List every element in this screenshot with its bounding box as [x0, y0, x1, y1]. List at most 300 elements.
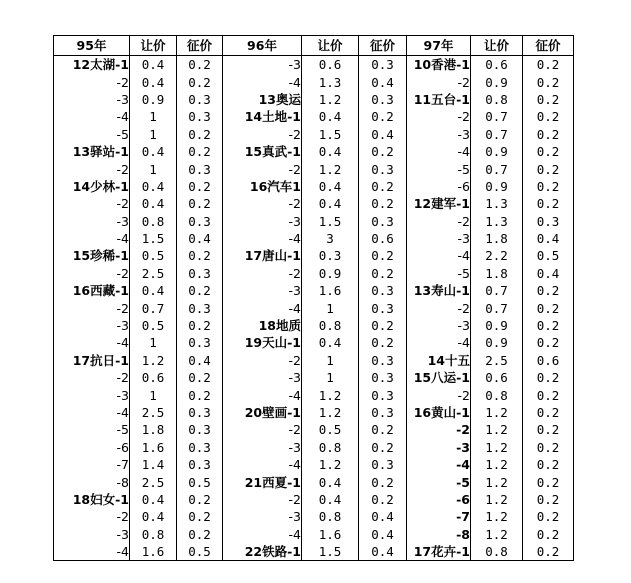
- stamp-issue-cell: -4: [223, 299, 302, 316]
- transfer-price-cell: 0.6: [471, 369, 523, 386]
- collect-price-cell: 0.3: [359, 299, 407, 316]
- transfer-price-cell: 1.6: [302, 282, 359, 299]
- table-row: [54, 73, 574, 90]
- transfer-price-cell: 1.6: [302, 526, 359, 543]
- stamp-issue-cell: 13奥运: [223, 91, 302, 108]
- stamp-issue-cell: -2: [54, 73, 130, 90]
- collect-price-cell: 0.2: [359, 421, 407, 438]
- collect-price-cell: 0.2: [523, 178, 574, 195]
- transfer-price-cell: 0.9: [471, 73, 523, 90]
- collect-price-cell: 0.3: [359, 282, 407, 299]
- table-row: [54, 230, 574, 247]
- table-row: [54, 369, 574, 386]
- collect-price-cell: 0.2: [359, 317, 407, 334]
- stamp-issue-cell: 13寿山-1: [407, 282, 471, 299]
- collect-price-cell: 0.2: [177, 126, 223, 143]
- transfer-price-cell: 0.7: [471, 108, 523, 125]
- stamp-issue-cell: -4: [54, 230, 130, 247]
- stamp-issue-cell: -2: [407, 299, 471, 316]
- transfer-price-cell: 0.7: [471, 299, 523, 316]
- table-row: [54, 108, 574, 125]
- collect-price-cell: 0.2: [523, 91, 574, 108]
- stamp-issue-cell: -8: [407, 526, 471, 543]
- transfer-price-cell: 0.4: [302, 195, 359, 212]
- collect-price-cell: 0.2: [523, 543, 574, 561]
- table-row: [54, 317, 574, 334]
- table-body: [54, 56, 574, 561]
- stamp-issue-cell: -2: [223, 160, 302, 177]
- stamp-issue-cell: 16西藏-1: [54, 282, 130, 299]
- stamp-issue-cell: -2: [54, 299, 130, 316]
- transfer-price-cell: 1.5: [302, 126, 359, 143]
- column-header: 征价: [359, 36, 407, 56]
- stamp-issue-cell: -4: [54, 108, 130, 125]
- stamp-issue-cell: 21西夏-1: [223, 473, 302, 490]
- stamp-issue-cell: 15珍稀-1: [54, 247, 130, 264]
- stamp-issue-cell: 18妇女-1: [54, 491, 130, 508]
- stamp-issue-cell: 15八运-1: [407, 369, 471, 386]
- table-row: [54, 491, 574, 508]
- transfer-price-cell: 0.9: [130, 91, 177, 108]
- transfer-price-cell: 1.2: [302, 160, 359, 177]
- collect-price-cell: 0.2: [177, 491, 223, 508]
- collect-price-cell: 0.6: [523, 352, 574, 369]
- stamp-price-table: [53, 35, 574, 561]
- stamp-issue-cell: 14土地-1: [223, 108, 302, 125]
- collect-price-cell: 0.2: [359, 247, 407, 264]
- stamp-issue-cell: 17抗日-1: [54, 352, 130, 369]
- collect-price-cell: 0.2: [523, 456, 574, 473]
- transfer-price-cell: 1.2: [302, 456, 359, 473]
- stamp-issue-cell: -3: [407, 126, 471, 143]
- column-header: 征价: [523, 36, 574, 56]
- column-header: 让价: [302, 36, 359, 56]
- table-row: [54, 56, 574, 74]
- stamp-issue-cell: -3: [407, 317, 471, 334]
- column-header: 97年: [407, 36, 471, 56]
- transfer-price-cell: 1: [130, 108, 177, 125]
- stamp-issue-cell: -4: [407, 143, 471, 160]
- stamp-issue-cell: 20壁画-1: [223, 404, 302, 421]
- collect-price-cell: 0.2: [523, 317, 574, 334]
- transfer-price-cell: 0.9: [471, 143, 523, 160]
- table-row: [54, 213, 574, 230]
- stamp-issue-cell: -5: [407, 265, 471, 282]
- collect-price-cell: 0.4: [177, 230, 223, 247]
- transfer-price-cell: 1: [302, 369, 359, 386]
- collect-price-cell: 0.4: [523, 230, 574, 247]
- stamp-issue-cell: -3: [407, 439, 471, 456]
- table-row: [54, 247, 574, 264]
- table-row: [54, 195, 574, 212]
- stamp-issue-cell: -8: [54, 473, 130, 490]
- stamp-issue-cell: -2: [407, 108, 471, 125]
- collect-price-cell: 0.4: [359, 543, 407, 561]
- transfer-price-cell: 0.4: [130, 143, 177, 160]
- column-header: 让价: [130, 36, 177, 56]
- collect-price-cell: 0.3: [523, 213, 574, 230]
- collect-price-cell: 0.3: [177, 265, 223, 282]
- transfer-price-cell: 0.3: [302, 247, 359, 264]
- collect-price-cell: 0.3: [359, 91, 407, 108]
- stamp-issue-cell: -2: [407, 421, 471, 438]
- table-row: [54, 334, 574, 351]
- stamp-issue-cell: -4: [54, 404, 130, 421]
- transfer-price-cell: 1: [130, 160, 177, 177]
- transfer-price-cell: 0.4: [130, 491, 177, 508]
- collect-price-cell: 0.2: [359, 473, 407, 490]
- collect-price-cell: 0.3: [359, 386, 407, 403]
- stamp-issue-cell: -3: [54, 386, 130, 403]
- transfer-price-cell: 1.2: [302, 91, 359, 108]
- collect-price-cell: 0.4: [359, 126, 407, 143]
- transfer-price-cell: 0.8: [302, 317, 359, 334]
- collect-price-cell: 0.3: [359, 369, 407, 386]
- table-row: [54, 439, 574, 456]
- table-row: [54, 526, 574, 543]
- collect-price-cell: 0.5: [523, 247, 574, 264]
- transfer-price-cell: 0.8: [471, 543, 523, 561]
- stamp-issue-cell: 12太湖-1: [54, 56, 130, 74]
- stamp-issue-cell: 18地质: [223, 317, 302, 334]
- collect-price-cell: 0.4: [523, 265, 574, 282]
- stamp-issue-cell: 15真武-1: [223, 143, 302, 160]
- transfer-price-cell: 2.5: [130, 473, 177, 490]
- collect-price-cell: 0.2: [177, 73, 223, 90]
- transfer-price-cell: 1.3: [471, 213, 523, 230]
- stamp-issue-cell: -4: [223, 526, 302, 543]
- stamp-issue-cell: -2: [223, 421, 302, 438]
- header-row: [54, 36, 574, 56]
- transfer-price-cell: 1: [302, 299, 359, 316]
- stamp-issue-cell: 13驿站-1: [54, 143, 130, 160]
- transfer-price-cell: 1: [130, 334, 177, 351]
- collect-price-cell: 0.2: [359, 334, 407, 351]
- table-row: [54, 265, 574, 282]
- transfer-price-cell: 1.5: [302, 543, 359, 561]
- collect-price-cell: 0.3: [177, 439, 223, 456]
- transfer-price-cell: 1.2: [471, 439, 523, 456]
- table-row: [54, 508, 574, 525]
- collect-price-cell: 0.4: [177, 352, 223, 369]
- table-row: [54, 456, 574, 473]
- stamp-issue-cell: -3: [223, 56, 302, 74]
- transfer-price-cell: 0.6: [130, 369, 177, 386]
- transfer-price-cell: 1.8: [471, 265, 523, 282]
- transfer-price-cell: 0.5: [130, 317, 177, 334]
- transfer-price-cell: 0.8: [130, 526, 177, 543]
- collect-price-cell: 0.3: [177, 334, 223, 351]
- transfer-price-cell: 1.4: [130, 456, 177, 473]
- stamp-issue-cell: -3: [223, 369, 302, 386]
- transfer-price-cell: 1.2: [471, 473, 523, 490]
- stamp-issue-cell: -2: [54, 195, 130, 212]
- table-row: [54, 91, 574, 108]
- collect-price-cell: 0.2: [177, 56, 223, 74]
- transfer-price-cell: 1.2: [302, 404, 359, 421]
- collect-price-cell: 0.2: [523, 421, 574, 438]
- table-row: [54, 404, 574, 421]
- collect-price-cell: 0.2: [177, 508, 223, 525]
- collect-price-cell: 0.3: [177, 421, 223, 438]
- stamp-issue-cell: 17唐山-1: [223, 247, 302, 264]
- stamp-issue-cell: -2: [407, 386, 471, 403]
- transfer-price-cell: 0.4: [130, 282, 177, 299]
- transfer-price-cell: 3: [302, 230, 359, 247]
- transfer-price-cell: 2.2: [471, 247, 523, 264]
- transfer-price-cell: 0.7: [471, 160, 523, 177]
- table-row: [54, 352, 574, 369]
- transfer-price-cell: 0.9: [302, 265, 359, 282]
- collect-price-cell: 0.3: [359, 404, 407, 421]
- collect-price-cell: 0.2: [523, 299, 574, 316]
- stamp-issue-cell: -4: [223, 386, 302, 403]
- table-row: [54, 421, 574, 438]
- column-header: 让价: [471, 36, 523, 56]
- stamp-issue-cell: 19天山-1: [223, 334, 302, 351]
- stamp-issue-cell: -3: [54, 91, 130, 108]
- transfer-price-cell: 0.8: [471, 91, 523, 108]
- stamp-issue-cell: -2: [223, 352, 302, 369]
- collect-price-cell: 0.4: [359, 73, 407, 90]
- transfer-price-cell: 1.2: [130, 352, 177, 369]
- transfer-price-cell: 1.2: [471, 508, 523, 525]
- transfer-price-cell: 0.4: [302, 178, 359, 195]
- stamp-issue-cell: -2: [54, 160, 130, 177]
- collect-price-cell: 0.2: [523, 143, 574, 160]
- collect-price-cell: 0.3: [177, 299, 223, 316]
- collect-price-cell: 0.2: [359, 265, 407, 282]
- collect-price-cell: 0.6: [359, 230, 407, 247]
- transfer-price-cell: 0.4: [302, 334, 359, 351]
- collect-price-cell: 0.3: [177, 213, 223, 230]
- stamp-issue-cell: -5: [407, 473, 471, 490]
- transfer-price-cell: 1.2: [471, 526, 523, 543]
- stamp-issue-cell: 10香港-1: [407, 56, 471, 74]
- collect-price-cell: 0.2: [523, 386, 574, 403]
- stamp-issue-cell: 14十五: [407, 352, 471, 369]
- transfer-price-cell: 0.8: [130, 213, 177, 230]
- stamp-issue-cell: -2: [54, 265, 130, 282]
- stamp-issue-cell: -5: [54, 421, 130, 438]
- transfer-price-cell: 0.8: [302, 508, 359, 525]
- collect-price-cell: 0.2: [359, 178, 407, 195]
- collect-price-cell: 0.2: [523, 195, 574, 212]
- transfer-price-cell: 0.7: [130, 299, 177, 316]
- stamp-issue-cell: -3: [223, 213, 302, 230]
- transfer-price-cell: 0.5: [130, 247, 177, 264]
- collect-price-cell: 0.2: [523, 160, 574, 177]
- transfer-price-cell: 0.4: [302, 108, 359, 125]
- collect-price-cell: 0.3: [177, 404, 223, 421]
- transfer-price-cell: 1.5: [302, 213, 359, 230]
- collect-price-cell: 0.3: [359, 160, 407, 177]
- stamp-issue-cell: -5: [407, 160, 471, 177]
- table-row: [54, 543, 574, 561]
- transfer-price-cell: 0.9: [471, 334, 523, 351]
- column-header: 征价: [177, 36, 223, 56]
- stamp-issue-cell: -2: [54, 369, 130, 386]
- stamp-issue-cell: 14少林-1: [54, 178, 130, 195]
- transfer-price-cell: 2.5: [130, 404, 177, 421]
- collect-price-cell: 0.4: [359, 508, 407, 525]
- collect-price-cell: 0.2: [523, 473, 574, 490]
- transfer-price-cell: 1.8: [471, 230, 523, 247]
- collect-price-cell: 0.3: [177, 160, 223, 177]
- transfer-price-cell: 1.3: [471, 195, 523, 212]
- collect-price-cell: 0.2: [523, 126, 574, 143]
- column-header: 96年: [223, 36, 302, 56]
- transfer-price-cell: 1.2: [471, 421, 523, 438]
- collect-price-cell: 0.2: [177, 195, 223, 212]
- collect-price-cell: 0.2: [359, 108, 407, 125]
- stamp-issue-cell: -4: [223, 456, 302, 473]
- collect-price-cell: 0.3: [359, 352, 407, 369]
- transfer-price-cell: 0.6: [471, 56, 523, 74]
- collect-price-cell: 0.2: [177, 178, 223, 195]
- collect-price-cell: 0.2: [523, 369, 574, 386]
- stamp-issue-cell: -2: [54, 508, 130, 525]
- stamp-issue-cell: -3: [54, 317, 130, 334]
- stamp-issue-cell: 17花卉-1: [407, 543, 471, 561]
- collect-price-cell: 0.2: [359, 195, 407, 212]
- collect-price-cell: 0.2: [359, 143, 407, 160]
- transfer-price-cell: 0.4: [130, 508, 177, 525]
- stamp-issue-cell: -2: [223, 491, 302, 508]
- collect-price-cell: 0.4: [359, 526, 407, 543]
- transfer-price-cell: 0.7: [471, 126, 523, 143]
- transfer-price-cell: 1: [302, 352, 359, 369]
- transfer-price-cell: 2.5: [130, 265, 177, 282]
- collect-price-cell: 0.2: [523, 108, 574, 125]
- stamp-issue-cell: -2: [223, 126, 302, 143]
- stamp-issue-cell: -5: [54, 126, 130, 143]
- transfer-price-cell: 1.3: [302, 73, 359, 90]
- stamp-issue-cell: -7: [54, 456, 130, 473]
- transfer-price-cell: 1.2: [471, 491, 523, 508]
- collect-price-cell: 0.3: [359, 456, 407, 473]
- table-row: [54, 386, 574, 403]
- collect-price-cell: 0.2: [523, 56, 574, 74]
- collect-price-cell: 0.2: [177, 386, 223, 403]
- stamp-issue-cell: -6: [54, 439, 130, 456]
- transfer-price-cell: 0.4: [130, 178, 177, 195]
- collect-price-cell: 0.2: [523, 508, 574, 525]
- stamp-issue-cell: -2: [223, 195, 302, 212]
- collect-price-cell: 0.2: [523, 73, 574, 90]
- transfer-price-cell: 0.4: [130, 73, 177, 90]
- collect-price-cell: 0.5: [177, 543, 223, 561]
- collect-price-cell: 0.2: [177, 247, 223, 264]
- transfer-price-cell: 0.4: [130, 195, 177, 212]
- collect-price-cell: 0.2: [523, 282, 574, 299]
- stamp-issue-cell: 16黄山-1: [407, 404, 471, 421]
- transfer-price-cell: 1: [130, 386, 177, 403]
- collect-price-cell: 0.3: [177, 456, 223, 473]
- collect-price-cell: 0.2: [523, 334, 574, 351]
- transfer-price-cell: 1.8: [130, 421, 177, 438]
- collect-price-cell: 0.2: [359, 439, 407, 456]
- collect-price-cell: 0.2: [523, 491, 574, 508]
- stamp-issue-cell: -2: [407, 213, 471, 230]
- transfer-price-cell: 1.2: [302, 386, 359, 403]
- stamp-issue-cell: -3: [407, 230, 471, 247]
- stamp-issue-cell: -4: [407, 456, 471, 473]
- transfer-price-cell: 0.4: [130, 56, 177, 74]
- transfer-price-cell: 2.5: [471, 352, 523, 369]
- stamp-issue-cell: -3: [223, 439, 302, 456]
- table-row: [54, 143, 574, 160]
- stamp-issue-cell: -4: [407, 247, 471, 264]
- stamp-issue-cell: -7: [407, 508, 471, 525]
- collect-price-cell: 0.2: [359, 491, 407, 508]
- collect-price-cell: 0.3: [177, 91, 223, 108]
- collect-price-cell: 0.2: [523, 526, 574, 543]
- transfer-price-cell: 0.8: [471, 386, 523, 403]
- collect-price-cell: 0.2: [177, 143, 223, 160]
- table-row: [54, 178, 574, 195]
- collect-price-cell: 0.2: [177, 282, 223, 299]
- stamp-issue-cell: 12建军-1: [407, 195, 471, 212]
- collect-price-cell: 0.2: [177, 317, 223, 334]
- stamp-issue-cell: -6: [407, 178, 471, 195]
- transfer-price-cell: 1.2: [471, 404, 523, 421]
- transfer-price-cell: 1: [130, 126, 177, 143]
- stamp-issue-cell: 22铁路-1: [223, 543, 302, 561]
- stamp-issue-cell: -4: [407, 334, 471, 351]
- column-header: 95年: [54, 36, 130, 56]
- collect-price-cell: 0.5: [177, 473, 223, 490]
- table-row: [54, 282, 574, 299]
- stamp-issue-cell: -2: [223, 265, 302, 282]
- table-row: [54, 299, 574, 316]
- transfer-price-cell: 1.5: [130, 230, 177, 247]
- collect-price-cell: 0.3: [359, 213, 407, 230]
- stamp-issue-cell: -3: [223, 508, 302, 525]
- transfer-price-cell: 0.4: [302, 143, 359, 160]
- transfer-price-cell: 0.4: [302, 473, 359, 490]
- transfer-price-cell: 1.6: [130, 543, 177, 561]
- transfer-price-cell: 0.4: [302, 491, 359, 508]
- collect-price-cell: 0.2: [523, 404, 574, 421]
- transfer-price-cell: 1.6: [130, 439, 177, 456]
- stamp-issue-cell: 16汽车1: [223, 178, 302, 195]
- collect-price-cell: 0.2: [177, 369, 223, 386]
- collect-price-cell: 0.3: [359, 56, 407, 74]
- table-row: [54, 160, 574, 177]
- collect-price-cell: 0.3: [177, 108, 223, 125]
- transfer-price-cell: 0.9: [471, 178, 523, 195]
- transfer-price-cell: 0.8: [302, 439, 359, 456]
- stamp-issue-cell: -4: [223, 230, 302, 247]
- transfer-price-cell: 0.6: [302, 56, 359, 74]
- transfer-price-cell: 0.5: [302, 421, 359, 438]
- collect-price-cell: 0.2: [177, 526, 223, 543]
- stamp-issue-cell: -4: [223, 73, 302, 90]
- transfer-price-cell: 0.9: [471, 317, 523, 334]
- stamp-issue-cell: -4: [54, 334, 130, 351]
- transfer-price-cell: 0.7: [471, 282, 523, 299]
- table-row: [54, 473, 574, 490]
- stamp-issue-cell: -2: [407, 73, 471, 90]
- stamp-issue-cell: -3: [54, 213, 130, 230]
- table-row: [54, 126, 574, 143]
- stamp-issue-cell: -4: [54, 543, 130, 561]
- stamp-issue-cell: -3: [223, 282, 302, 299]
- stamp-issue-cell: 11五台-1: [407, 91, 471, 108]
- transfer-price-cell: 1.2: [471, 456, 523, 473]
- stamp-issue-cell: -3: [54, 526, 130, 543]
